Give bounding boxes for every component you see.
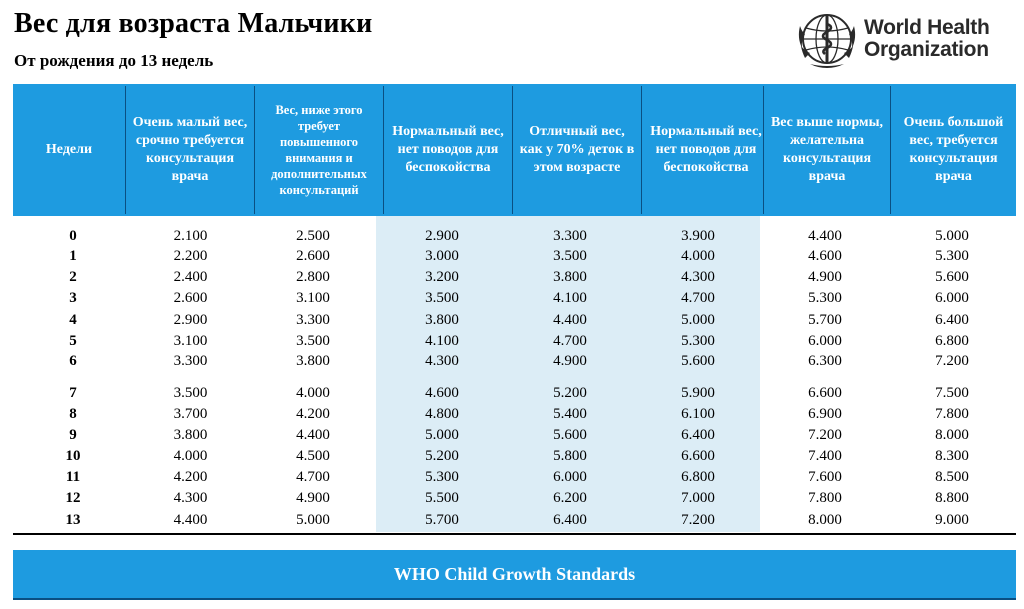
value-cell: 6.400	[553, 512, 587, 528]
value-cell: 3.500	[553, 248, 587, 264]
value-cell: 6.200	[553, 490, 587, 506]
value-cell: 8.800	[935, 490, 969, 506]
value-cell: 2.100	[173, 228, 208, 244]
value-cell: 9.000	[935, 512, 969, 528]
week-cell: 13	[65, 512, 81, 528]
table-row	[13, 425, 1016, 445]
value-cell: 3.800	[296, 353, 330, 369]
value-cell: 6.000	[935, 290, 969, 306]
who-logo	[796, 8, 996, 70]
value-cell: 5.000	[935, 228, 969, 244]
value-cell: 6.600	[681, 448, 715, 464]
value-cell: 7.500	[935, 385, 969, 401]
value-cell: 2.500	[296, 228, 330, 244]
value-cell: 6.000	[808, 333, 842, 349]
value-cell: 4.400	[553, 312, 587, 328]
header-above: Вес выше нормы, желательна консультация врача	[770, 115, 884, 184]
value-cell: 5.900	[681, 385, 715, 401]
value-cell: 6.400	[935, 312, 969, 328]
week-cell: 12	[65, 490, 81, 506]
value-cell: 4.000	[681, 248, 715, 264]
value-cell: 6.300	[808, 353, 842, 369]
value-cell: 2.600	[296, 248, 330, 264]
value-cell: 8.300	[935, 448, 969, 464]
value-cell: 4.600	[425, 385, 459, 401]
header-very-low: Очень малый вес, срочно требуется консультация врача	[132, 115, 248, 184]
value-cell: 2.600	[173, 290, 208, 306]
footer-text: WHO Child Growth Standards	[393, 563, 636, 584]
table-row	[13, 246, 1016, 266]
value-cell: 4.100	[553, 290, 587, 306]
value-cell: 7.800	[935, 406, 969, 422]
value-cell: 2.900	[425, 228, 459, 244]
value-cell: 6.000	[553, 469, 587, 485]
table-row	[13, 226, 1016, 246]
week-cell: 4	[69, 312, 77, 328]
value-cell: 5.000	[296, 512, 330, 528]
value-cell: 4.700	[553, 333, 587, 349]
value-cell: 5.000	[425, 427, 459, 443]
value-cell: 3.900	[681, 228, 715, 244]
value-cell: 2.900	[173, 312, 208, 328]
header-normal-high: Нормальный вес, нет поводов для беспокойства	[650, 124, 762, 175]
value-cell: 7.800	[808, 490, 842, 506]
value-cell: 4.400	[808, 228, 842, 244]
page-subtitle: От рождения до 13 недель	[14, 51, 214, 70]
value-cell: 3.100	[173, 333, 208, 349]
header-excellent: Отличный вес, как у 70% деток в этом возрасте	[519, 124, 635, 175]
who-logo-text	[864, 17, 990, 61]
who-logo-line1: World Health	[864, 16, 990, 39]
value-cell: 4.700	[681, 290, 715, 306]
value-cell: 3.300	[553, 228, 587, 244]
value-cell: 6.100	[681, 406, 715, 422]
value-cell: 4.800	[425, 406, 459, 422]
table-row	[13, 351, 1016, 371]
table-bottom-rule	[13, 533, 1016, 535]
header-very-high: Очень большой вес, требуется консультация врача	[903, 115, 1004, 184]
value-cell: 5.600	[681, 353, 715, 369]
value-cell: 5.600	[935, 269, 969, 285]
value-cell: 5.300	[808, 290, 842, 306]
value-cell: 4.400	[296, 427, 330, 443]
table-row	[13, 510, 1016, 530]
value-cell: 8.000	[935, 427, 969, 443]
value-cell: 7.000	[681, 490, 715, 506]
value-cell: 4.100	[425, 333, 459, 349]
value-cell: 5.300	[425, 469, 459, 485]
value-cell: 4.400	[173, 512, 208, 528]
value-cell: 3.800	[553, 269, 587, 285]
value-cell: 4.300	[681, 269, 715, 285]
header-weeks: Недели	[45, 142, 93, 157]
table-row	[13, 488, 1016, 508]
who-emblem-icon	[796, 8, 858, 70]
value-cell: 5.200	[425, 448, 459, 464]
week-cell: 7	[69, 385, 77, 401]
value-cell: 2.400	[173, 269, 208, 285]
value-cell: 7.200	[681, 512, 715, 528]
value-cell: 3.500	[173, 385, 208, 401]
value-cell: 5.800	[553, 448, 587, 464]
table-row	[13, 404, 1016, 424]
week-cell: 10	[65, 448, 81, 464]
value-cell: 4.600	[808, 248, 842, 264]
value-cell: 3.200	[425, 269, 459, 285]
week-cell: 2	[69, 269, 77, 285]
table-row	[13, 467, 1016, 487]
value-cell: 4.500	[296, 448, 330, 464]
value-cell: 4.300	[173, 490, 208, 506]
value-cell: 3.000	[425, 248, 459, 264]
table-row	[13, 331, 1016, 351]
value-cell: 5.700	[808, 312, 842, 328]
week-cell: 11	[65, 469, 81, 485]
value-cell: 6.800	[681, 469, 715, 485]
value-cell: 4.900	[808, 269, 842, 285]
value-cell: 5.600	[553, 427, 587, 443]
week-cell: 3	[69, 290, 77, 306]
value-cell: 5.700	[425, 512, 459, 528]
header-below: Вес, ниже этого требует повышенного внимания и дополнительных консультаций	[271, 103, 367, 197]
value-cell: 5.500	[425, 490, 459, 506]
value-cell: 5.000	[681, 312, 715, 328]
value-cell: 3.500	[425, 290, 459, 306]
value-cell: 4.000	[296, 385, 330, 401]
table-row	[13, 288, 1016, 308]
value-cell: 4.300	[425, 353, 459, 369]
value-cell: 4.200	[173, 469, 208, 485]
value-cell: 6.800	[935, 333, 969, 349]
value-cell: 4.700	[296, 469, 330, 485]
value-cell: 5.200	[553, 385, 587, 401]
page-title: Вес для возраста Мальчики	[14, 8, 373, 39]
value-cell: 3.700	[173, 406, 208, 422]
value-cell: 8.000	[808, 512, 842, 528]
table-row	[13, 267, 1016, 287]
value-cell: 3.100	[296, 290, 330, 306]
week-cell: 8	[69, 406, 77, 422]
value-cell: 4.000	[173, 448, 208, 464]
value-cell: 2.200	[173, 248, 208, 264]
table-row	[13, 446, 1016, 466]
value-cell: 5.400	[553, 406, 587, 422]
value-cell: 3.800	[173, 427, 208, 443]
value-cell: 6.900	[808, 406, 842, 422]
value-cell: 2.800	[296, 269, 330, 285]
value-cell: 7.200	[935, 353, 969, 369]
value-cell: 3.300	[173, 353, 208, 369]
value-cell: 5.300	[681, 333, 715, 349]
header-normal-low: Нормальный вес, нет поводов для беспокойства	[392, 124, 504, 175]
value-cell: 3.800	[425, 312, 459, 328]
value-cell: 4.200	[296, 406, 330, 422]
week-cell: 9	[69, 427, 77, 443]
value-cell: 3.500	[296, 333, 330, 349]
value-cell: 7.200	[808, 427, 842, 443]
value-cell: 8.500	[935, 469, 969, 485]
value-cell: 6.600	[808, 385, 842, 401]
value-cell: 7.400	[808, 448, 842, 464]
footer-banner	[13, 550, 1016, 598]
week-cell: 5	[69, 333, 77, 349]
week-cell: 6	[69, 353, 77, 369]
week-cell: 0	[69, 228, 77, 244]
value-cell: 3.300	[296, 312, 330, 328]
value-cell: 7.600	[808, 469, 842, 485]
week-cell: 1	[69, 248, 77, 264]
value-cell: 4.900	[553, 353, 587, 369]
value-cell: 5.300	[935, 248, 969, 264]
table-row	[13, 383, 1016, 403]
table-row	[13, 310, 1016, 330]
footer-edge	[13, 598, 1016, 600]
who-logo-line2: Organization	[864, 38, 989, 61]
table-header	[13, 84, 1016, 216]
value-cell: 4.900	[296, 490, 330, 506]
value-cell: 6.400	[681, 427, 715, 443]
